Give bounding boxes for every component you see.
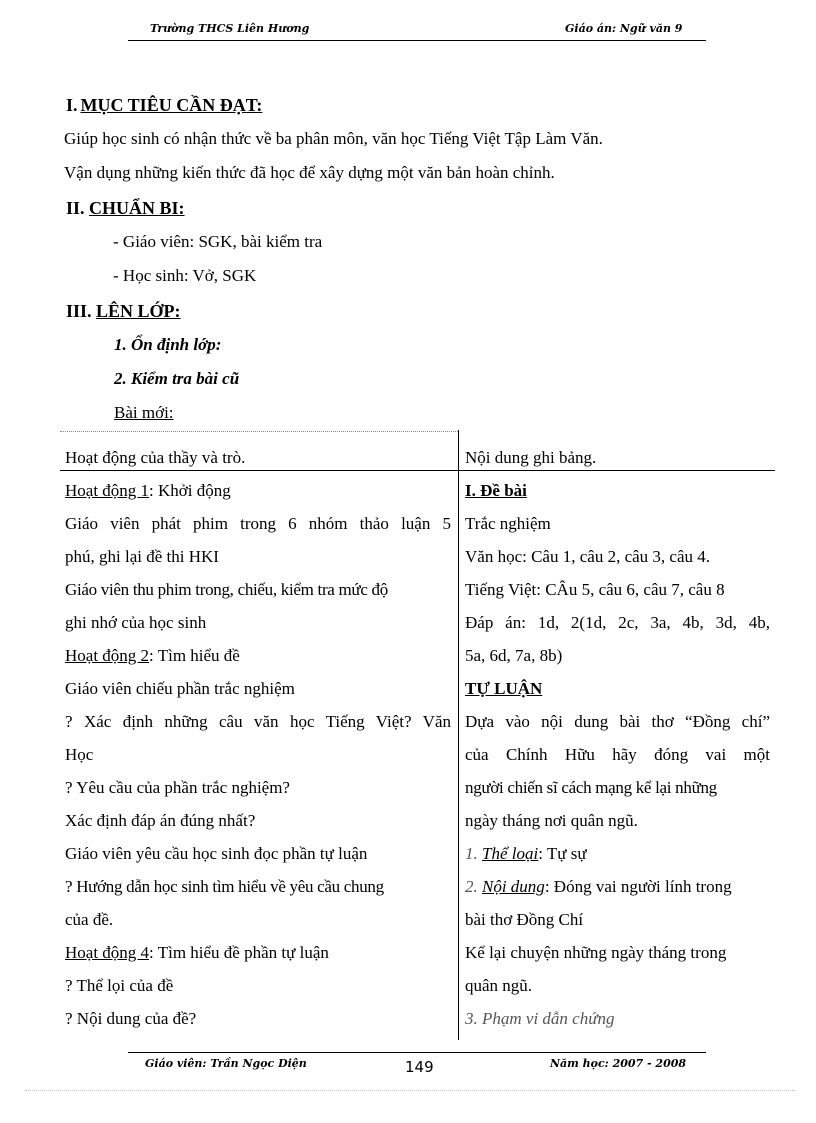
section3-title-text: LÊN LỚP: bbox=[96, 301, 181, 321]
r12-num: 1. bbox=[465, 844, 482, 863]
left-header: Hoạt động của thầy và trò. bbox=[65, 448, 246, 467]
left-row-7: Giáo viên chiếu phần trắc nghiệm bbox=[65, 679, 295, 698]
left-row-11: Xác định đáp án đúng nhất? bbox=[65, 811, 256, 830]
right-row-12 bbox=[465, 837, 770, 870]
hd4-text: : Tìm hiểu đề phần tự luận bbox=[149, 943, 329, 962]
hd1-text: : Khởi động bbox=[149, 481, 231, 500]
step-kiem-tra-bai-cu: 2. Kiểm tra bài cũ bbox=[114, 369, 240, 388]
r12-label: Thể loại bbox=[482, 844, 539, 863]
table-column-divider bbox=[458, 430, 459, 1040]
r13-num: 2. bbox=[465, 877, 482, 896]
left-row-10: ? Yêu cầu của phần trắc nghiệm? bbox=[65, 778, 290, 797]
left-row-3: phú, ghi lại đề thi HKI bbox=[65, 547, 219, 566]
table-right-column bbox=[465, 441, 770, 1035]
left-row-12: Giáo viên yêu cầu học sinh đọc phần tự luận bbox=[65, 844, 368, 863]
right-row-8: Dựa vào nội dung bài thơ “Đồng chí” bbox=[465, 712, 770, 731]
left-row-14: của đề. bbox=[65, 910, 114, 929]
section2-title: II. CHUẨN BI: bbox=[66, 198, 185, 218]
left-row-8: ? Xác định những câu văn học Tiếng Việt? Văn bbox=[65, 712, 451, 731]
left-hd1 bbox=[65, 474, 451, 507]
right-row-4: Tiếng Việt: CÂu 5, câu 6, câu 7, câu 8 bbox=[465, 580, 725, 599]
header-school: Trường THCS Liên Hương bbox=[150, 22, 310, 35]
right-row-9: của Chính Hữu hãy đóng vai một bbox=[465, 745, 770, 764]
section2-item-student: - Học sinh: Vở, SGK bbox=[113, 266, 257, 285]
section3-title: III. LÊN LỚP: bbox=[66, 301, 181, 321]
section1-title-text: MỤC TIÊU CẦN ĐẠT: bbox=[80, 95, 263, 115]
r12-text: : Tự sự bbox=[538, 844, 587, 863]
left-row-13: ? Hướng dẫn học sinh tìm hiểu về yêu cầu chung bbox=[65, 877, 384, 896]
page-bottom-dots bbox=[25, 1090, 795, 1091]
hd4-label: Hoạt động 4 bbox=[65, 943, 150, 962]
left-row-9: Học bbox=[65, 745, 94, 764]
section2-item-teacher: - Giáo viên: SGK, bài kiểm tra bbox=[113, 232, 323, 251]
left-hd4 bbox=[65, 936, 451, 969]
right-header: Nội dung ghi bảng. bbox=[465, 448, 597, 467]
header-rule bbox=[128, 40, 706, 41]
left-row-4: Giáo viên thu phim trong, chiếu, kiểm tra mức độ bbox=[65, 580, 388, 599]
hd2-label: Hoạt động 2 bbox=[65, 646, 150, 665]
header-subject: Giáo án: Ngữ văn 9 bbox=[565, 22, 683, 35]
section2-title-text: CHUẨN BI: bbox=[89, 198, 185, 218]
page-number: 149 bbox=[405, 1058, 434, 1076]
left-row-17: ? Nội dung của đề? bbox=[65, 1009, 197, 1028]
left-row-2: Giáo viên phát phim trong 6 nhóm thảo luận 5 bbox=[65, 514, 451, 533]
right-row-6: 5a, 6d, 7a, 8b) bbox=[465, 646, 563, 665]
section1-line-2: Vận dụng những kiến thức đã học để xây dựng một văn bản hoàn chỉnh. bbox=[64, 163, 555, 182]
footer-rule bbox=[128, 1052, 706, 1053]
right-row-11: ngày tháng nơi quân ngũ. bbox=[465, 811, 638, 830]
right-row-15: Kể lại chuyện những ngày tháng trong bbox=[465, 943, 727, 962]
r13-label: Nội dung bbox=[482, 877, 545, 896]
table-top-rule bbox=[60, 431, 458, 432]
footer-year: Năm học: 2007 - 2008 bbox=[550, 1057, 687, 1070]
step-on-dinh-lop: 1. Ổn định lớp: bbox=[114, 335, 222, 354]
left-row-16: ? Thể lọi của đề bbox=[65, 976, 174, 995]
footer-teacher: Giáo viên: Trần Ngọc Diện bbox=[145, 1057, 307, 1070]
section1-line-1: Giúp học sinh có nhận thức về ba phân môn, văn học Tiếng Việt Tập Làm Văn. bbox=[64, 129, 603, 148]
right-row-10: người chiến sĩ cách mạng kể lại những bbox=[465, 778, 717, 797]
right-row-17: 3. Phạm vi dẫn chứng bbox=[465, 1009, 615, 1028]
r13-text: : Đóng vai người lính trong bbox=[544, 877, 732, 896]
left-hd2 bbox=[65, 639, 451, 672]
left-row-5: ghi nhớ của học sinh bbox=[65, 613, 207, 632]
step-bai-moi: Bài mới: bbox=[114, 403, 174, 422]
hd1-label: Hoạt động 1 bbox=[65, 481, 150, 500]
right-tu-luan: TỰ LUẬN bbox=[465, 679, 543, 698]
right-row-5: Đáp án: 1d, 2(1d, 2c, 3a, 4b, 3d, 4b, bbox=[465, 613, 770, 632]
right-row-3: Văn học: Câu 1, câu 2, câu 3, câu 4. bbox=[465, 547, 710, 566]
section1-title: I. MỤC TIÊU CẦN ĐẠT: bbox=[66, 95, 263, 115]
right-de-bai: I. Đề bài bbox=[465, 481, 527, 500]
right-row-16: quân ngũ. bbox=[465, 976, 533, 995]
hd2-text: : Tìm hiểu đề bbox=[149, 646, 240, 665]
table-left-column bbox=[65, 441, 451, 1035]
right-row-2: Trắc nghiệm bbox=[465, 514, 551, 533]
right-row-13 bbox=[465, 870, 770, 903]
right-row-14: bài thơ Đồng Chí bbox=[465, 910, 584, 929]
